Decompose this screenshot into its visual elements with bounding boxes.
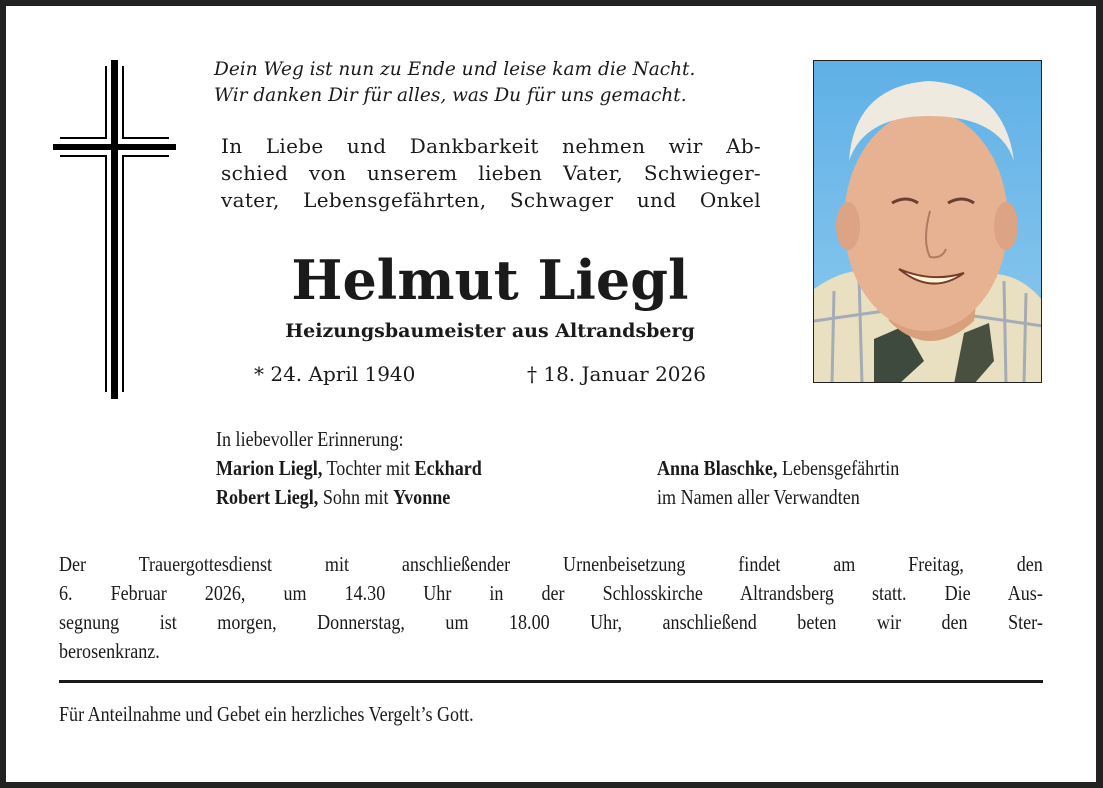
- mourners-heading: In liebevoller Erinnerung:: [216, 427, 404, 451]
- mourner-name: Marion Liegl,: [216, 456, 323, 480]
- service-line-3: segnung ist morgen, Donnerstag, um 18.00 Uhr, anschließend beten wir den Ster-: [59, 610, 1043, 634]
- mourner-relation: Sohn mit: [318, 485, 394, 509]
- service-line-4: berosenkranz.: [59, 639, 160, 663]
- service-line-2: 6. Februar 2026, um 14.30 Uhr in der Schlosskirche Altrandsberg statt. Die Aus-: [59, 581, 1043, 605]
- mourners-right: [657, 454, 939, 512]
- poem-line-1: Dein Weg ist nun zu Ende und leise kam die Nacht.: [214, 59, 696, 80]
- mourner-relation: Tochter mit: [322, 456, 415, 480]
- mourner-name: Anna Blaschke,: [657, 456, 778, 480]
- service-line-1: Der Trauergottesdienst mit anschließender Urnenbeisetzung findet am Freitag, den: [59, 552, 1043, 576]
- thanks-text: [59, 700, 541, 729]
- intro-line-2: schied von unserem lieben Vater, Schwieger-: [221, 161, 761, 185]
- poem-line-2: Wir danken Dir für alles, was Du für uns gemacht.: [214, 85, 687, 106]
- poem: [214, 57, 774, 109]
- divider-rule: [59, 680, 1043, 683]
- mourner-row-3: [657, 454, 899, 483]
- mourner-partner: Yvonne: [393, 485, 451, 509]
- death-date: † 18. Januar 2026: [527, 362, 706, 386]
- service-announcement: [59, 550, 1043, 666]
- portrait-icon: [814, 61, 1042, 383]
- intro-line-3: vater, Lebensgefährten, Schwager und Onkel: [221, 188, 761, 212]
- mourner-row-4: im Namen aller Verwandten: [657, 485, 860, 509]
- thanks-line: Für Anteilnahme und Gebet ein herzliches Vergelt’s Gott.: [59, 702, 474, 726]
- portrait-photo: [813, 60, 1042, 383]
- birth-date: * 24. April 1940: [254, 362, 416, 386]
- mourner-row-2: [216, 483, 482, 512]
- intro-line-1: In Liebe und Dankbarkeit nehmen wir Ab-: [221, 134, 761, 158]
- deceased-name: Helmut Liegl: [291, 248, 689, 312]
- mourner-row-1: [216, 454, 482, 483]
- deceased-profession: Heizungsbaumeister aus Altrandsberg: [285, 320, 695, 342]
- intro-text: [221, 133, 761, 214]
- mourners-left: [216, 425, 525, 512]
- mourner-relation: Lebensgefährtin: [777, 456, 900, 480]
- mourner-name: Robert Liegl,: [216, 485, 319, 509]
- mourner-partner: Eckhard: [414, 456, 482, 480]
